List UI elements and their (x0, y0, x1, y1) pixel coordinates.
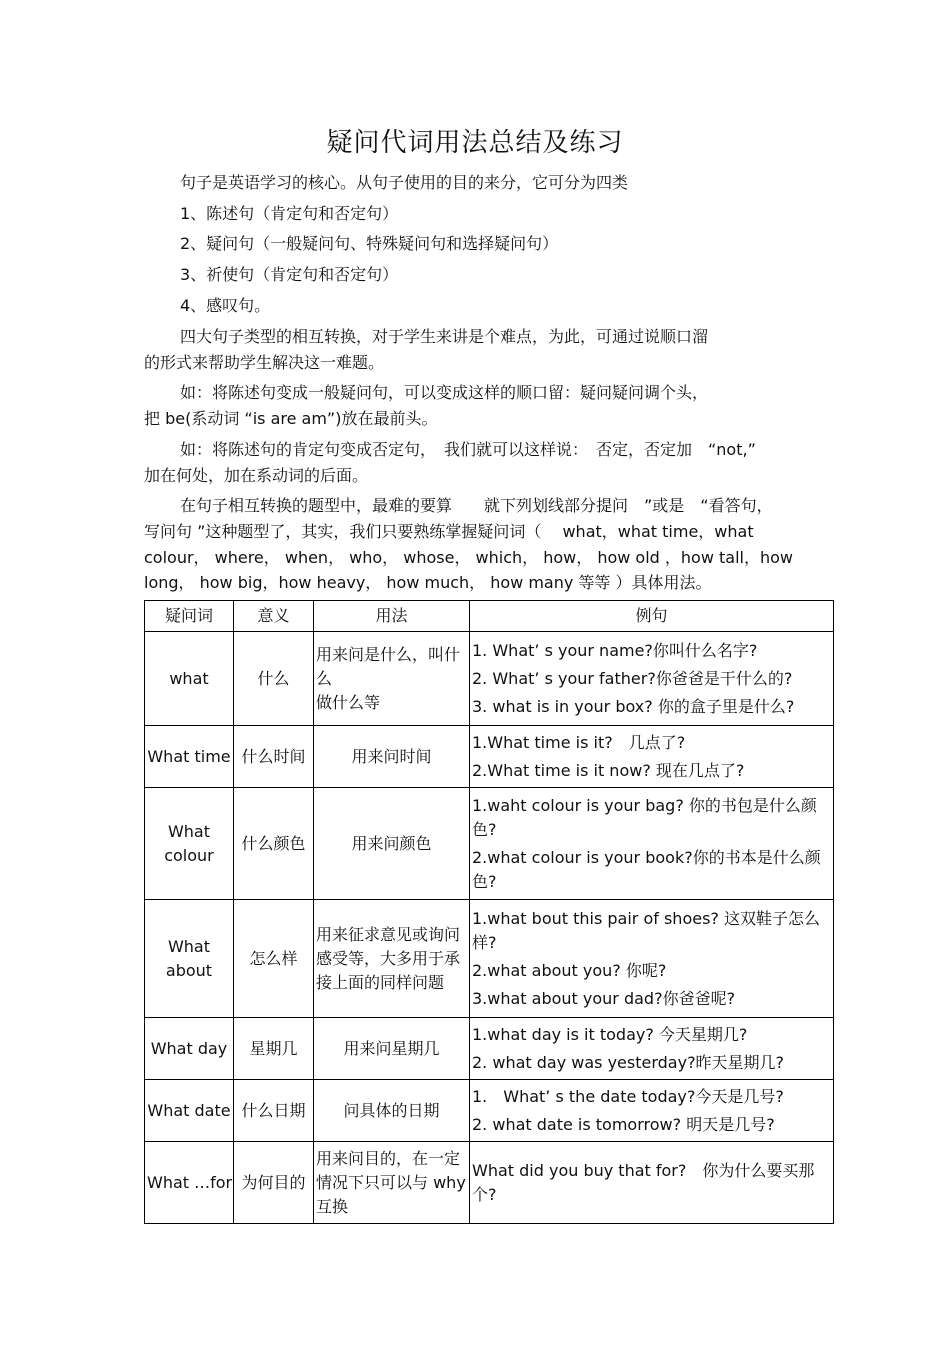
table-row (145, 788, 834, 900)
sentence-type-3: 3、祈使句（肯定句和否定句） (180, 265, 399, 284)
table-row (145, 1142, 834, 1224)
example-sentence: 2. what day was yesterday?昨天星期几? (472, 1052, 785, 1072)
table-row (145, 726, 834, 788)
paragraph-4-line-3: colour， where， when， who， whose， which， how， how old ，how tall，how (144, 548, 793, 567)
example-sentence: 1. What’ s your name?你叫什么名字? (472, 640, 758, 660)
paragraph-1-line-2: 的形式来帮助学生解决这一难题。 (144, 353, 385, 372)
usage: 用来问颜色 (314, 788, 470, 900)
example-sentence: 1. What’ s the date today?今天是几号? (472, 1086, 784, 1106)
meaning: 怎么样 (234, 900, 314, 1018)
usage: 用来问目的，在一定情况下只可以与 why 互换 (314, 1142, 470, 1224)
examples-cell (470, 1142, 834, 1224)
example-sentence: 1.waht colour is your bag? 你的书包是什么颜色? (472, 795, 817, 839)
question-word: What about (145, 900, 234, 1018)
question-word-table (144, 600, 834, 1224)
header-usage: 用法 (314, 601, 470, 632)
question-word: what (145, 632, 234, 726)
question-word: What colour (145, 788, 234, 900)
paragraph-4-line-2: 写问句 ”这种题型了，其实，我们只要熟练掌握疑问词（ what，what time，what (144, 522, 754, 541)
paragraph-2-line-1: 如：将陈述句变成一般疑问句，可以变成这样的顺口留：疑问疑问调个头， (180, 383, 709, 402)
paragraph-4-line-4: long， how big，how heavy， how much， how many 等等 ）具体用法。 (144, 573, 712, 592)
examples-cell (470, 900, 834, 1018)
example-sentence: 2.What time is it now? 现在几点了? (472, 760, 745, 780)
header-question-word: 疑问词 (145, 601, 234, 632)
paragraph-3-line-1: 如：将陈述句的肯定句变成否定句， 我们就可以这样说： 否定，否定加 “not,” (180, 440, 756, 459)
paragraph-2-line-2: 把 be(系动词 “is are am”)放在最前头。 (144, 409, 438, 428)
example-sentence: 1.What time is it? 几点了? (472, 732, 686, 752)
sentence-type-4: 4、感叹句。 (180, 296, 271, 315)
question-word: What day (145, 1018, 234, 1080)
example-sentence: 1.what day is it today? 今天星期几? (472, 1024, 748, 1044)
meaning: 什么时间 (234, 726, 314, 788)
paragraph-3-line-2: 加在何处，加在系动词的后面。 (144, 466, 369, 485)
header-examples: 例句 (470, 601, 834, 632)
usage: 用来问时间 (314, 726, 470, 788)
example-sentence: 2. What’ s your father?你爸爸是干什么的? (472, 668, 793, 688)
usage: 用来问是什么，叫什么 做什么等 (314, 632, 470, 726)
sentence-type-1: 1、陈述句（肯定句和否定句） (180, 204, 399, 223)
example-sentence: 3. what is in your box? 你的盒子里是什么? (472, 696, 795, 716)
examples-cell (470, 788, 834, 900)
table-row (145, 1080, 834, 1142)
examples-cell (470, 1080, 834, 1142)
table-row (145, 1018, 834, 1080)
question-word: What date (145, 1080, 234, 1142)
paragraph-4-line-1: 在句子相互转换的题型中，最难的要算 就下列划线部分提问 ”或是 “看答句， (180, 496, 773, 515)
meaning: 什么日期 (234, 1080, 314, 1142)
usage: 用来征求意见或询问感受等，大多用于承接上面的同样问题 (314, 900, 470, 1018)
example-sentence: 1.what bout this pair of shoes? 这双鞋子怎么样? (472, 908, 820, 952)
meaning: 什么颜色 (234, 788, 314, 900)
usage: 问具体的日期 (314, 1080, 470, 1142)
example-sentence: What did you buy that for? 你为什么要买那个? (472, 1160, 815, 1204)
table-row (145, 900, 834, 1018)
example-sentence: 2.what colour is your book?你的书本是什么颜色? (472, 847, 821, 891)
examples-cell (470, 632, 834, 726)
sentence-type-2: 2、疑问句（一般疑问句、特殊疑问句和选择疑问句） (180, 234, 559, 253)
page-title: 疑问代词用法总结及练习 (326, 128, 624, 158)
meaning: 星期几 (234, 1018, 314, 1080)
intro-text: 句子是英语学习的核心。从句子使用的目的来分，它可分为四类 (180, 173, 629, 192)
header-meaning: 意义 (234, 601, 314, 632)
question-word: What time (145, 726, 234, 788)
usage: 用来问星期几 (314, 1018, 470, 1080)
examples-cell (470, 726, 834, 788)
question-word: What …for (145, 1142, 234, 1224)
table-header-row (145, 601, 834, 632)
example-sentence: 2. what date is tomorrow? 明天是几号? (472, 1114, 775, 1134)
examples-cell (470, 1018, 834, 1080)
example-sentence: 3.what about your dad?你爸爸呢? (472, 988, 736, 1008)
paragraph-1-line-1: 四大句子类型的相互转换，对于学生来讲是个难点，为此，可通过说顺口溜 (180, 327, 709, 346)
example-sentence: 2.what about you? 你呢? (472, 960, 667, 980)
table-row (145, 632, 834, 726)
meaning: 什么 (234, 632, 314, 726)
meaning: 为何目的 (234, 1142, 314, 1224)
